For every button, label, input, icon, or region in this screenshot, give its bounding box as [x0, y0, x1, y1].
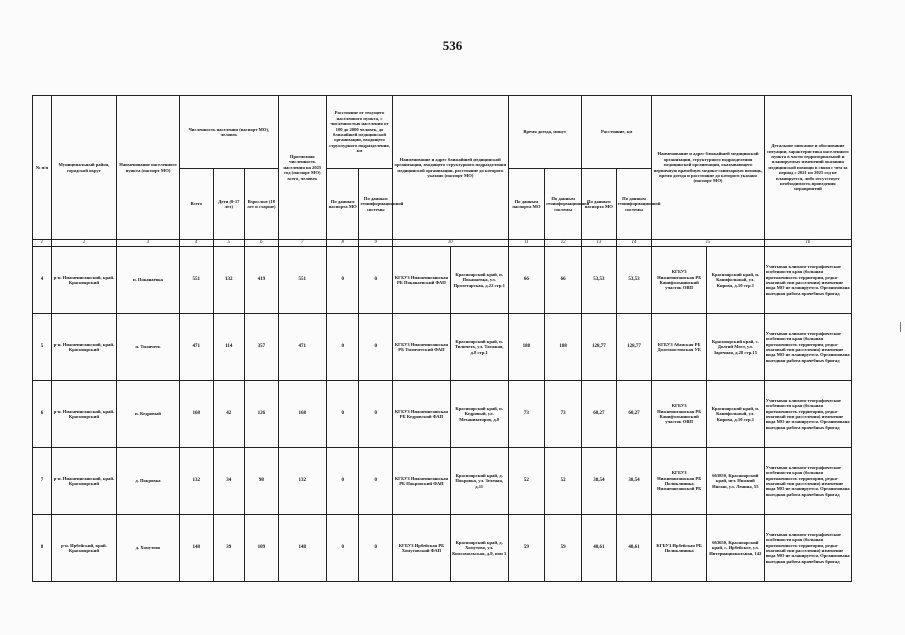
- table-row: [33, 448, 852, 515]
- row-adults: 419: [245, 247, 279, 314]
- row-dist-passport: 0: [326, 448, 359, 515]
- column-number: 5: [213, 240, 244, 247]
- row-settlement: д. Хомутово: [116, 515, 179, 582]
- column-number: 10: [393, 240, 508, 247]
- header-km-geo: По данным геоинформационной системы: [616, 169, 652, 240]
- row-settlement: д. Покровка: [116, 448, 179, 515]
- column-number-row: [33, 240, 852, 247]
- row-time-geo: 59: [545, 515, 582, 582]
- row-org-address: Красноярский край, д. Покровка, ул. Зеленая, д.11: [450, 448, 508, 515]
- scan-edge-mark: [900, 322, 901, 332]
- column-number: 2: [51, 240, 116, 247]
- row-num: 7: [33, 448, 52, 515]
- row-settlement: п. Тиличеть: [116, 314, 179, 381]
- row-org-address: Красноярский край, п. Кедровый, ул. Механизаторов, д.8: [450, 381, 508, 448]
- row-num: 5: [33, 314, 52, 381]
- row-primary-org-name: КГБУЗ Ирбейская РБ Поликлиника: [652, 515, 707, 582]
- page-number: 536: [442, 38, 463, 53]
- row-num: 6: [33, 381, 52, 448]
- row-primary-org-address: 663650, Красноярский край, с. Ирбейское, ул. Интернациональная, 142: [706, 515, 764, 582]
- row-km-passport: 128,77: [582, 314, 617, 381]
- row-km-geo: 40,61: [616, 515, 652, 582]
- row-district: р-н. Нижнеингашский, край. Красноярский: [51, 448, 116, 515]
- row-justification: Учитывая климато-географические особенности края (большая протяженность территории, редко-очаговый тип расселения) изменение вида МО не планируется. Организована выездная работа врачебных бригад: [764, 515, 851, 582]
- row-dist-passport: 0: [326, 381, 359, 448]
- table-row: [33, 515, 852, 582]
- row-km-geo: 53,53: [616, 247, 652, 314]
- row-district: р-н. Нижнеингашский, край. Красноярский: [51, 314, 116, 381]
- column-number: 15: [652, 240, 764, 247]
- table-row: [33, 381, 852, 448]
- row-org-address: Красноярский край, п. Тиличеть, ул. Таежная, д.8 стр.1: [450, 314, 508, 381]
- row-time-geo: 188: [545, 314, 582, 381]
- table-row: [33, 314, 852, 381]
- row-dist-passport: 0: [326, 314, 359, 381]
- row-org-name: КГБУЗ Нижнеингашская РБ Кедровский ФАП: [393, 381, 451, 448]
- row-adults: 98: [245, 448, 279, 515]
- row-total: 168: [179, 381, 213, 448]
- row-adults: 109: [245, 515, 279, 582]
- table-row: [33, 247, 852, 314]
- row-primary-org-address: 663850, Красноярский край, пгт. Нижний Ингаш, ул. Ленина, 55: [706, 448, 764, 515]
- row-org-name: КГБУЗ Нижнеингашская РБ Покровский ФАП: [393, 448, 451, 515]
- row-district: р-н. Нижнеингашский, край. Красноярский: [51, 381, 116, 448]
- row-children: 34: [213, 448, 244, 515]
- row-justification: Учитывая климато-географические особенности края (большая протяженность территории, редко-очаговый тип расселения) изменение вида МО не планируется. Организована выездная работа врачебных бригад: [764, 381, 851, 448]
- row-total: 551: [179, 247, 213, 314]
- row-children: 39: [213, 515, 244, 582]
- row-dist-geo: 0: [359, 247, 393, 314]
- row-adults: 126: [245, 381, 279, 448]
- header-distance-group: Расстояние от текущего населенного пункта, с численностью населения от 100 до 2000 человек, до ближайшей медицинской организации, входящего структурного подразделения, км: [326, 96, 392, 169]
- row-settlement: п. Поканаевка: [116, 247, 179, 314]
- row-time-geo: 52: [545, 448, 582, 515]
- column-number: 14: [616, 240, 652, 247]
- column-number: 13: [582, 240, 617, 247]
- header-dist-geo: По данным геоинформационной системы: [359, 169, 393, 240]
- header-num: № п/п: [33, 96, 52, 240]
- row-settlement: п. Кедровый: [116, 381, 179, 448]
- row-time-passport: 59: [508, 515, 545, 582]
- column-number: 4: [179, 240, 213, 247]
- column-number: 1: [33, 240, 52, 247]
- row-time-geo: 73: [545, 381, 582, 448]
- row-km-geo: 60,27: [616, 381, 652, 448]
- row-children: 42: [213, 381, 244, 448]
- row-justification: Учитывая климато-географические особенности края (большая протяженность территории, редко-очаговый тип расселения) изменение вида МО не планируется. Организована выездная работа врачебных бригад: [764, 448, 851, 515]
- row-km-passport: 60,27: [582, 381, 617, 448]
- row-forecast: 168: [278, 381, 326, 448]
- row-justification: Учитывая климато-географические особенности края (большая протяженность территории, редко-очаговый тип расселения) изменение вида МО не планируется. Организована выездная работа врачебных бригад: [764, 314, 851, 381]
- header-time-passport: По данным паспорта МО: [508, 169, 545, 240]
- header-km-group: Расстояние, км: [582, 96, 652, 169]
- row-time-passport: 52: [508, 448, 545, 515]
- row-num: 4: [33, 247, 52, 314]
- column-number: 12: [545, 240, 582, 247]
- header-district: Муниципальный район, городской округ: [51, 96, 116, 240]
- row-forecast: 551: [278, 247, 326, 314]
- row-children: 114: [213, 314, 244, 381]
- column-number: 8: [326, 240, 359, 247]
- row-dist-passport: 0: [326, 247, 359, 314]
- header-pop-children: Дети (0-17 лет): [213, 169, 244, 240]
- row-district: р-н. Ирбейский, край. Красноярский: [51, 515, 116, 582]
- column-number: 6: [245, 240, 279, 247]
- row-total: 132: [179, 448, 213, 515]
- row-km-passport: 38,54: [582, 448, 617, 515]
- row-primary-org-name: КГБУЗ Нижнеингашская РБ Канифольнинский участок ОВП: [652, 381, 707, 448]
- row-total: 148: [179, 515, 213, 582]
- row-dist-geo: 0: [359, 515, 393, 582]
- row-km-passport: 53,53: [582, 247, 617, 314]
- row-district: р-н. Нижнеингашский, край. Красноярский: [51, 247, 116, 314]
- row-org-name: КГБУЗ Нижнеингашская РБ Поканаевский ФАП: [393, 247, 451, 314]
- row-primary-org-name: КГБУЗ Нижнеингашская РБ Канифольнинский участок ОВП: [652, 247, 707, 314]
- column-number: 11: [508, 240, 545, 247]
- row-km-geo: 128,77: [616, 314, 652, 381]
- row-org-name: КГБУЗ Нижнеингашская РБ Тиличетский ФАП: [393, 314, 451, 381]
- header-justification: Детальное описание и обоснование ситуации, характеристика населенного пункта в части территориальной и планируемых изменений оказания медицинской помощи в связи с чем за период с 2021 по 2025 год не планируется, либо отсутствует необходимость проведения мероприятий: [764, 96, 851, 240]
- row-time-passport: 73: [508, 381, 545, 448]
- row-primary-org-address: Красноярский край, п. Канифольный, ул. Кирова, д.10 стр.1: [706, 381, 764, 448]
- row-dist-passport: 0: [326, 515, 359, 582]
- row-num: 8: [33, 515, 52, 582]
- row-primary-org-name: КГБУЗ Нижнеингашская РБ Поликлиника Нижнеингашской РБ: [652, 448, 707, 515]
- column-number: 9: [359, 240, 393, 247]
- row-primary-org-address: Красноярский край, п. Канифольный, ул. Кирова, д.10 стр.1: [706, 247, 764, 314]
- header-population-group: Численность населения (паспорт МО), человек: [179, 96, 278, 169]
- row-time-passport: 188: [508, 314, 545, 381]
- header-settlement: Наименование населенного пункта (паспорт МО): [116, 96, 179, 240]
- row-forecast: 148: [278, 515, 326, 582]
- row-time-geo: 66: [545, 247, 582, 314]
- header-forecast: Прогнозная численность населения на 2025 год (паспорт МО) всего, человек: [278, 96, 326, 240]
- header-km-passport: По данным паспорта МО: [582, 169, 617, 240]
- row-org-name: КГБУЗ Ирбейская РБ Хомутовский ФАП: [393, 515, 451, 582]
- row-adults: 357: [245, 314, 279, 381]
- header-primary-org: Наименование и адрес ближайшей медицинской организации, структурного подразделения медицинской организации, оказывающего первичную врачебную медико-санитарную помощь, время доезда и расстояние до которого указано (паспорт МО): [652, 96, 764, 240]
- column-number: 3: [116, 240, 179, 247]
- row-primary-org-address: Красноярский край, с. Долгий Мост, ул. Заречная, д.28 стр.15: [706, 314, 764, 381]
- row-km-passport: 40,61: [582, 515, 617, 582]
- header-nearest-org: Наименование и адрес ближайшей медицинской организации, входящего структурного подразделения медицинской организации, расстояние до которого указано (паспорт МО): [393, 96, 508, 240]
- header-pop-adults: Взрослые (18 лет и старше): [245, 169, 279, 240]
- column-number: 7: [278, 240, 326, 247]
- row-org-address: Красноярский край, п. Поканаевка, ул. Пролетарская, д.22 стр.1: [450, 247, 508, 314]
- row-dist-geo: 0: [359, 314, 393, 381]
- row-total: 471: [179, 314, 213, 381]
- row-dist-geo: 0: [359, 381, 393, 448]
- row-org-address: Красноярский край, д. Хомутово, ул. Комсомольская, д.9, пом 3: [450, 515, 508, 582]
- header-pop-total: Всего: [179, 169, 213, 240]
- row-forecast: 471: [278, 314, 326, 381]
- row-forecast: 132: [278, 448, 326, 515]
- row-children: 132: [213, 247, 244, 314]
- settlements-table: [32, 95, 852, 582]
- header-time-geo: По данным геоинформационной системы: [545, 169, 582, 240]
- header-dist-passport: По данным паспорта МО: [326, 169, 359, 240]
- row-time-passport: 66: [508, 247, 545, 314]
- row-km-geo: 38,54: [616, 448, 652, 515]
- column-number: 16: [764, 240, 851, 247]
- row-justification: Учитывая климато-географические особенности края (большая протяженность территории, редко-очаговый тип расселения) изменение вида МО не планируется. Организована выездная работа врачебных бригад: [764, 247, 851, 314]
- header-time-group: Время доезда, минут: [508, 96, 581, 169]
- row-primary-org-name: КГБУЗ Абанская РБ Долгомостовская УБ: [652, 314, 707, 381]
- row-dist-geo: 0: [359, 448, 393, 515]
